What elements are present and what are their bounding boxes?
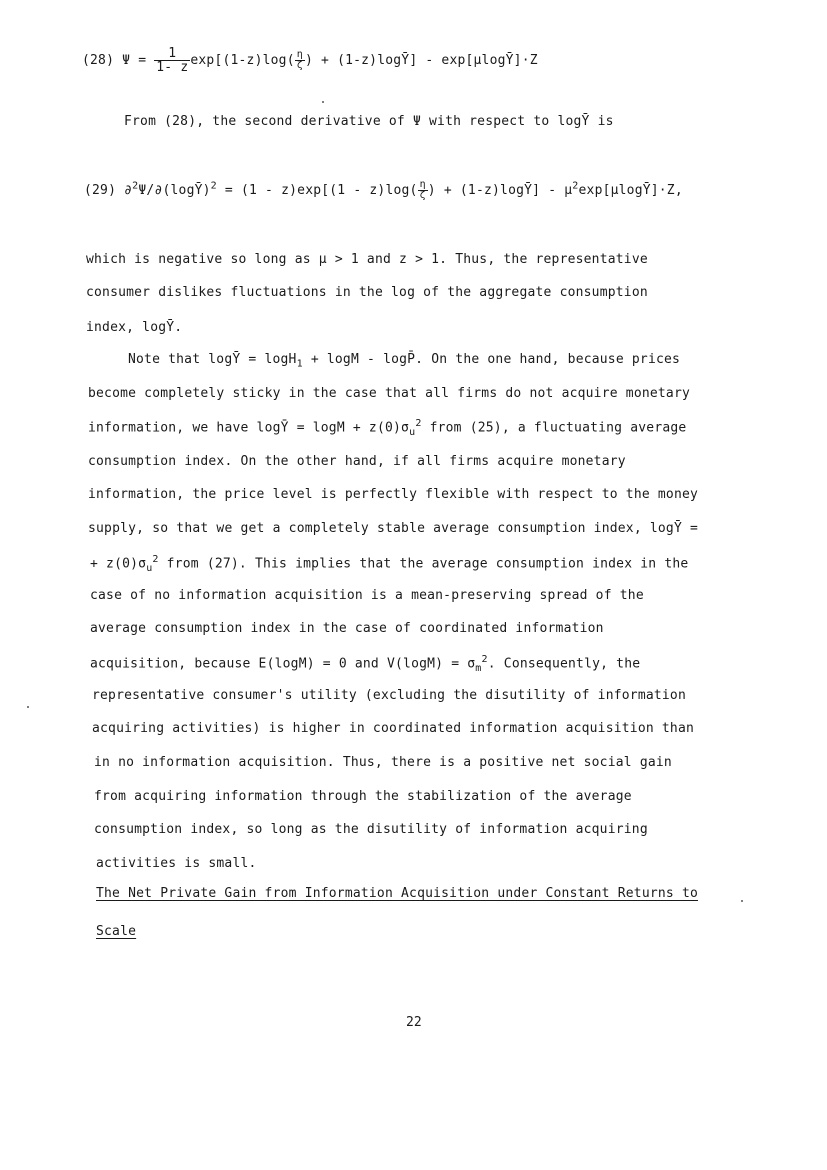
equation-label: (28) — [82, 53, 115, 68]
section-heading: The Net Private Gain from Information Acquisition under Constant Returns to — [96, 886, 698, 901]
body-line: consumption index, so long as the disutility of information acquiring — [94, 822, 648, 837]
text-run: . Consequently, the — [487, 656, 641, 672]
superscript: 2 — [481, 654, 488, 665]
equation-term: exp[μlogȲ]·Z, — [578, 183, 683, 198]
body-line: information, the price level is perfectly flexible with respect to the money — [88, 487, 699, 502]
text-run: from (27). This implies that the average consumption index in the — [158, 556, 689, 572]
coefficient-fraction — [154, 47, 190, 74]
body-line: index, logȲ. — [86, 320, 183, 335]
equation-term: ∂ — [124, 183, 133, 198]
body-line: from acquiring information through the stabilization of the average — [94, 789, 632, 804]
equation-lhs: Ψ = — [122, 53, 147, 68]
equation-label: (29) — [84, 183, 117, 198]
body-line: case of no information acquisition is a mean-preserving spread of the — [90, 588, 644, 603]
fraction-numerator: η — [296, 49, 303, 60]
body-line — [90, 554, 688, 574]
scan-speck — [741, 900, 743, 902]
body-line — [90, 654, 640, 674]
text-run: from (25), a fluctuating average — [421, 420, 687, 436]
subscript: u — [409, 426, 416, 438]
body-line — [88, 418, 686, 438]
fraction-numerator: η — [419, 179, 426, 190]
text-run: information, we have logȲ = logM + z(0)σ — [88, 420, 410, 436]
superscript: 2 — [152, 554, 159, 565]
fraction-denominator: 1- z — [156, 60, 189, 75]
equation-term: Ψ/∂(logȲ) — [138, 183, 211, 198]
body-line: become completely sticky in the case that all firms do not acquire monetary — [88, 386, 690, 401]
superscript: 2 — [415, 418, 422, 429]
equation-29 — [84, 180, 683, 201]
superscript: 2 — [572, 180, 579, 192]
fraction-denominator: ζ — [296, 60, 303, 71]
section-heading-continued: Scale — [96, 924, 137, 939]
body-line: average consumption index in the case of coordinated information — [90, 621, 604, 636]
equation-term: ) + (1-z)logȲ] - μ — [427, 183, 573, 198]
text-run: + logM - logP̄. On the one hand, because prices — [302, 352, 681, 367]
body-line: representative consumer's utility (excluding the disutility of information — [92, 688, 686, 703]
page-number: 22 — [406, 1015, 422, 1030]
superscript: 2 — [132, 180, 139, 192]
equation-term: = (1 - z)exp[(1 - z)log( — [224, 183, 418, 198]
fraction-denominator: ζ — [419, 190, 426, 201]
eta-zeta-fraction — [418, 180, 428, 201]
scan-speck — [322, 101, 324, 103]
body-line: supply, so that we get a completely stable average consumption index, logȲ = — [88, 521, 699, 536]
body-line: acquiring activities) is higher in coordinated information acquisition than — [92, 721, 694, 736]
body-line — [128, 352, 680, 370]
body-line: consumer dislikes fluctuations in the log of the aggregate consumption — [86, 285, 648, 300]
subscript: m — [475, 662, 482, 674]
body-line: consumption index. On the other hand, if all firms acquire monetary — [88, 454, 626, 469]
eta-zeta-fraction — [295, 50, 305, 71]
body-line: From (28), the second derivative of Ψ with respect to logȲ is — [124, 114, 614, 129]
body-line: which is negative so long as μ > 1 and z > 1. Thus, the representative — [86, 252, 648, 267]
superscript: 2 — [210, 180, 217, 192]
text-run: + z(0)σ — [90, 556, 147, 572]
scan-speck — [27, 706, 29, 708]
equation-term: ) + (1-z)logȲ] - exp[μlogȲ]·Z — [304, 53, 538, 68]
body-line: activities is small. — [96, 856, 257, 871]
text-run: Note that logȲ = logH — [128, 352, 297, 367]
equation-28 — [82, 47, 538, 74]
body-line: in no information acquisition. Thus, there is a positive net social gain — [94, 755, 672, 770]
fraction-numerator: 1 — [154, 47, 190, 61]
text-run: acquisition, because E(logM) = 0 and V(logM) = σ — [90, 656, 476, 672]
equation-term: exp[(1-z)log( — [190, 53, 295, 68]
subscript: 1 — [296, 358, 303, 370]
subscript: u — [146, 562, 153, 574]
